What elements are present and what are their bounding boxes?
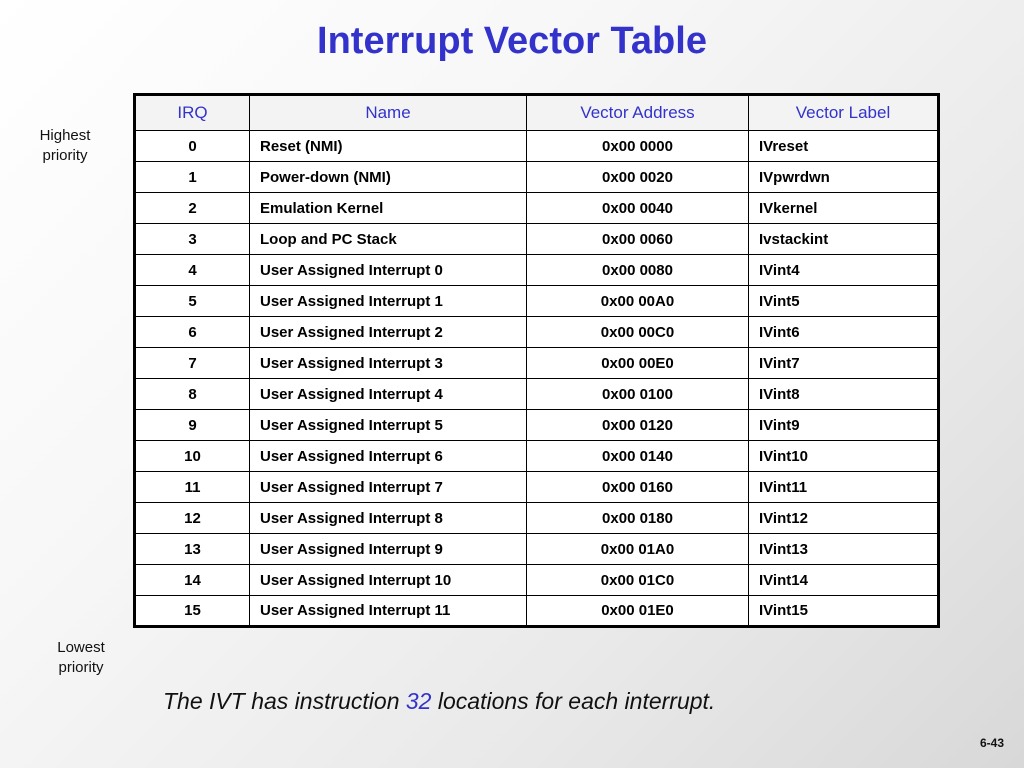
vector-address-cell: 0x00 00E0 (527, 348, 749, 379)
vector-label-cell: IVreset (749, 131, 939, 162)
name-cell: Reset (NMI) (250, 131, 527, 162)
table-row (135, 379, 939, 410)
table-row (135, 255, 939, 286)
table-row (135, 162, 939, 193)
vector-address-cell: 0x00 0100 (527, 379, 749, 410)
vector-address-cell: 0x00 0020 (527, 162, 749, 193)
table-header-row (135, 95, 939, 131)
name-cell: Loop and PC Stack (250, 224, 527, 255)
vector-label-cell: IVint9 (749, 410, 939, 441)
vector-address-cell: 0x00 0160 (527, 472, 749, 503)
name-cell: User Assigned Interrupt 2 (250, 317, 527, 348)
vector-address-cell: 0x00 0180 (527, 503, 749, 534)
header-vector-label: Vector Label (749, 95, 939, 131)
irq-cell: 7 (135, 348, 250, 379)
vector-address-cell: 0x00 01E0 (527, 596, 749, 627)
vector-label-cell: IVint15 (749, 596, 939, 627)
irq-cell: 10 (135, 441, 250, 472)
table-row (135, 472, 939, 503)
vector-label-cell: IVint12 (749, 503, 939, 534)
vector-address-cell: 0x00 01A0 (527, 534, 749, 565)
table-row (135, 410, 939, 441)
table-row (135, 503, 939, 534)
name-cell: User Assigned Interrupt 5 (250, 410, 527, 441)
name-cell: User Assigned Interrupt 0 (250, 255, 527, 286)
vector-label-cell: IVint5 (749, 286, 939, 317)
page-title: Interrupt Vector Table (317, 20, 707, 62)
vector-address-cell: 0x00 00A0 (527, 286, 749, 317)
interrupt-vector-table (133, 93, 940, 628)
irq-cell: 14 (135, 565, 250, 596)
vector-label-cell: IVint11 (749, 472, 939, 503)
name-cell: User Assigned Interrupt 6 (250, 441, 527, 472)
vector-label-cell: IVint13 (749, 534, 939, 565)
header-irq: IRQ (135, 95, 250, 131)
table-row (135, 317, 939, 348)
vector-label-cell: IVint4 (749, 255, 939, 286)
name-cell: User Assigned Interrupt 4 (250, 379, 527, 410)
vector-label-cell: IVint7 (749, 348, 939, 379)
header-name: Name (250, 95, 527, 131)
name-cell: User Assigned Interrupt 11 (250, 596, 527, 627)
table-body (135, 131, 939, 627)
table-row (135, 224, 939, 255)
irq-cell: 2 (135, 193, 250, 224)
vector-label-cell: IVkernel (749, 193, 939, 224)
irq-cell: 8 (135, 379, 250, 410)
name-cell: User Assigned Interrupt 9 (250, 534, 527, 565)
name-cell: User Assigned Interrupt 10 (250, 565, 527, 596)
vector-label-cell: IVint8 (749, 379, 939, 410)
vector-address-cell: 0x00 0040 (527, 193, 749, 224)
name-cell: User Assigned Interrupt 7 (250, 472, 527, 503)
vector-address-cell: 0x00 01C0 (527, 565, 749, 596)
table-row (135, 193, 939, 224)
irq-cell: 15 (135, 596, 250, 627)
caption-number: 32 (405, 688, 432, 714)
irq-cell: 0 (135, 131, 250, 162)
highest-priority-label: Highest priority (39, 127, 91, 164)
irq-cell: 12 (135, 503, 250, 534)
table-row (135, 596, 939, 627)
table-row (135, 348, 939, 379)
vector-label-cell: IVint14 (749, 565, 939, 596)
page-number: 6-43 (980, 736, 1005, 750)
name-cell: User Assigned Interrupt 8 (250, 503, 527, 534)
name-cell: User Assigned Interrupt 3 (250, 348, 527, 379)
vector-address-cell: 0x00 0000 (527, 131, 749, 162)
table-row (135, 441, 939, 472)
vector-address-cell: 0x00 0060 (527, 224, 749, 255)
vector-label-cell: IVint6 (749, 317, 939, 348)
vector-address-cell: 0x00 0080 (527, 255, 749, 286)
vector-address-cell: 0x00 0140 (527, 441, 749, 472)
vector-address-cell: 0x00 00C0 (527, 317, 749, 348)
header-vector-address: Vector Address (527, 95, 749, 131)
caption-suffix: locations for each interrupt. (431, 688, 716, 714)
irq-cell: 6 (135, 317, 250, 348)
name-cell: User Assigned Interrupt 1 (250, 286, 527, 317)
irq-cell: 11 (135, 472, 250, 503)
name-cell: Emulation Kernel (250, 193, 527, 224)
vector-label-cell: Ivstackint (749, 224, 939, 255)
irq-cell: 1 (135, 162, 250, 193)
table-row (135, 131, 939, 162)
irq-cell: 13 (135, 534, 250, 565)
lowest-priority-label: Lowest priority (57, 639, 105, 676)
vector-label-cell: IVpwrdwn (749, 162, 939, 193)
irq-cell: 5 (135, 286, 250, 317)
irq-cell: 4 (135, 255, 250, 286)
vector-label-cell: IVint10 (749, 441, 939, 472)
name-cell: Power-down (NMI) (250, 162, 527, 193)
caption (163, 688, 715, 715)
table-row (135, 534, 939, 565)
vector-address-cell: 0x00 0120 (527, 410, 749, 441)
irq-cell: 9 (135, 410, 250, 441)
irq-cell: 3 (135, 224, 250, 255)
table-row (135, 286, 939, 317)
table-row (135, 565, 939, 596)
caption-prefix: The IVT has instruction (163, 688, 406, 714)
